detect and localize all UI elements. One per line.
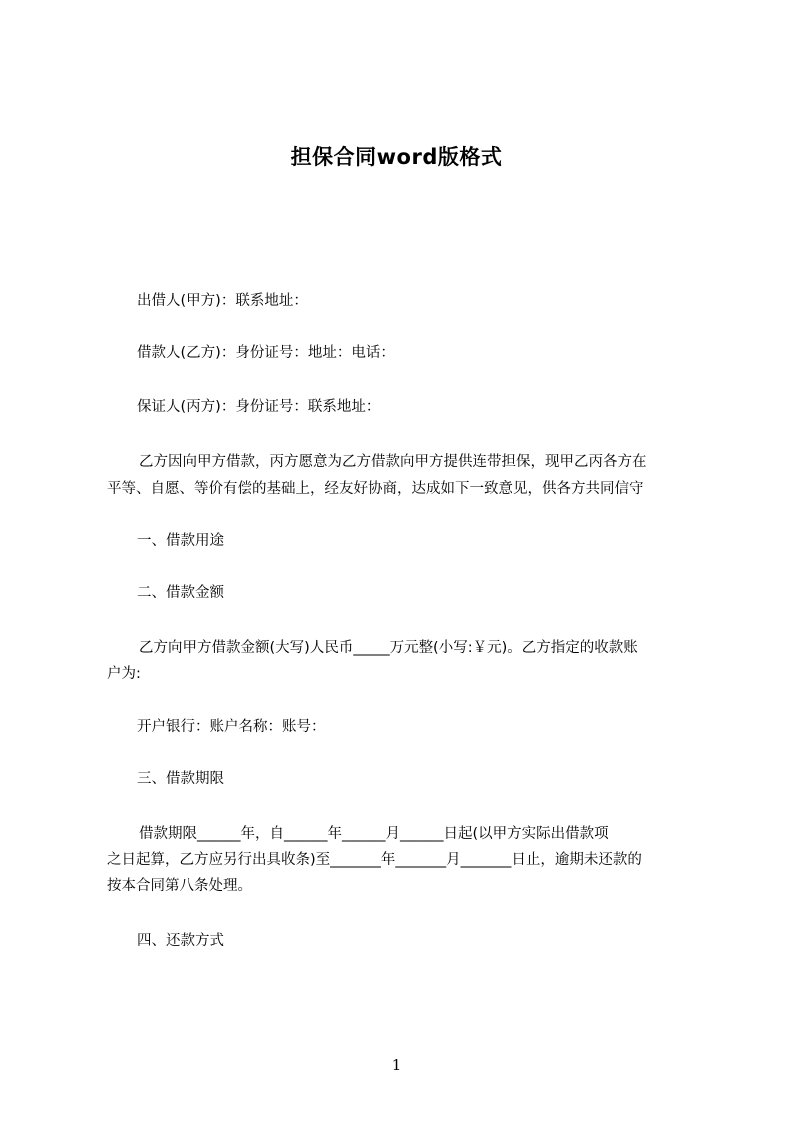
section-heading-repayment: 四、还款方式 xyxy=(137,933,224,949)
preamble-line-1: 乙方因向甲方借款，丙方愿意为乙方借款向甲方提供连带担保，现甲乙丙各方在 xyxy=(139,454,647,470)
page-number: 1 xyxy=(391,1056,402,1074)
section-heading-amount: 二、借款金额 xyxy=(137,585,224,601)
document-title: 担保合同word版格式 xyxy=(290,145,503,169)
amount-line-1: 乙方向甲方借款金额(大写)人民币_____万元整(小写:￥元)。乙方指定的收款账 xyxy=(139,640,638,656)
section-heading-purpose: 一、借款用途 xyxy=(137,533,224,549)
term-line-2: 之日起算，乙方应另行出具收条)至_______年_______月_______日止，逾期未还款的 xyxy=(107,852,642,868)
term-line-3: 按本合同第八条处理。 xyxy=(107,878,252,894)
term-line-1: 借款期限______年，自______年______月______日起(以甲方实际出借款项 xyxy=(139,826,609,842)
lender-info-line: 出借人(甲方)：联系地址： xyxy=(137,293,308,309)
section-heading-term: 三、借款期限 xyxy=(137,771,224,787)
borrower-info-line: 借款人(乙方)：身份证号：地址：电话： xyxy=(137,345,395,361)
amount-line-2: 户为: xyxy=(107,666,141,682)
preamble-line-2: 平等、自愿、等价有偿的基础上，经友好协商，达成如下一致意见，供各方共同信守 xyxy=(107,481,644,497)
bank-account-line: 开户银行：账户名称：账号： xyxy=(137,719,326,735)
guarantor-info-line: 保证人(丙方)：身份证号：联系地址： xyxy=(137,399,381,415)
